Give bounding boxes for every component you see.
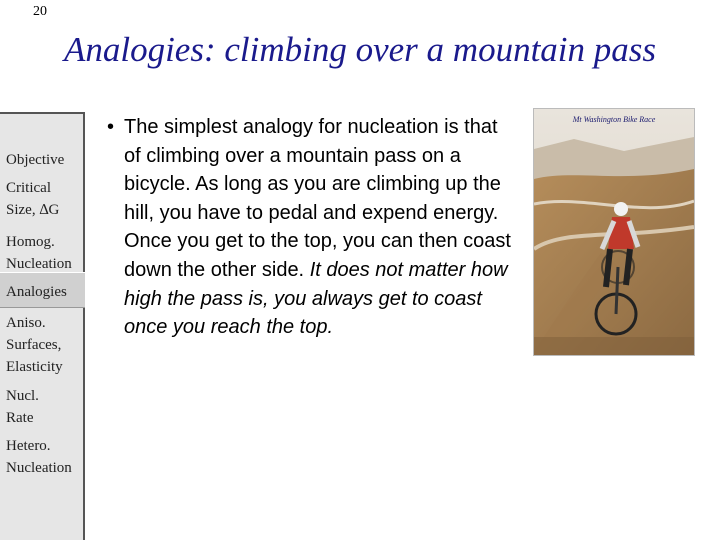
bullet-body [124,113,512,342]
bullet-text-plain: The simplest analogy for nucleation is that of climbing over a mountain pass on a bicycle. As long as you are climbing up the hill, you have to pedal and expend energy. Once you get to the top, you can then coast down the other side. [124,116,511,281]
bullet-paragraph [107,113,512,342]
sidebar-item-label: Size, ∆G [6,202,60,218]
sidebar-item-label: Objective [6,152,65,168]
slide-number: 20 [33,4,47,19]
sidebar-item-label: Critical [6,180,51,196]
sidebar-item-label: Nucleation [6,256,72,272]
photo-caption: Mt Washington Bike Race [572,115,656,124]
section-sidebar [0,112,85,540]
cyclist-illustration [534,109,694,355]
cyclist-photo [533,108,695,356]
sidebar-item-label: Rate [6,410,34,426]
bullet-marker: • [107,116,115,138]
slide-title: Analogies: climbing over a mountain pass [63,30,657,69]
sidebar-item-label: Nucleation [6,460,72,476]
sidebar-item-label: Nucl. [6,388,39,404]
sidebar-item-nucl-rate[interactable] [6,385,39,429]
sidebar-item-label: Homog. [6,234,55,250]
sidebar-item-analogies[interactable] [6,281,67,303]
sidebar-item-homog-nucleation[interactable] [6,231,72,275]
sidebar-item-aniso-surfaces[interactable] [6,312,63,378]
sidebar-item-label: Analogies [6,284,67,300]
sidebar-item-hetero-nucleation[interactable] [6,435,72,479]
sidebar-item-objective[interactable] [6,149,64,171]
sidebar-item-label: Surfaces, [6,337,62,353]
sidebar-item-label: Aniso. [6,315,46,331]
sidebar-item-critical-size[interactable] [6,177,59,221]
bullet-text-italic: It does not matter how high the pass is, you always get to coast once you reach the top. [124,258,508,339]
sidebar-item-label: Elasticity [6,359,63,375]
sidebar-item-label: Hetero. [6,438,51,454]
